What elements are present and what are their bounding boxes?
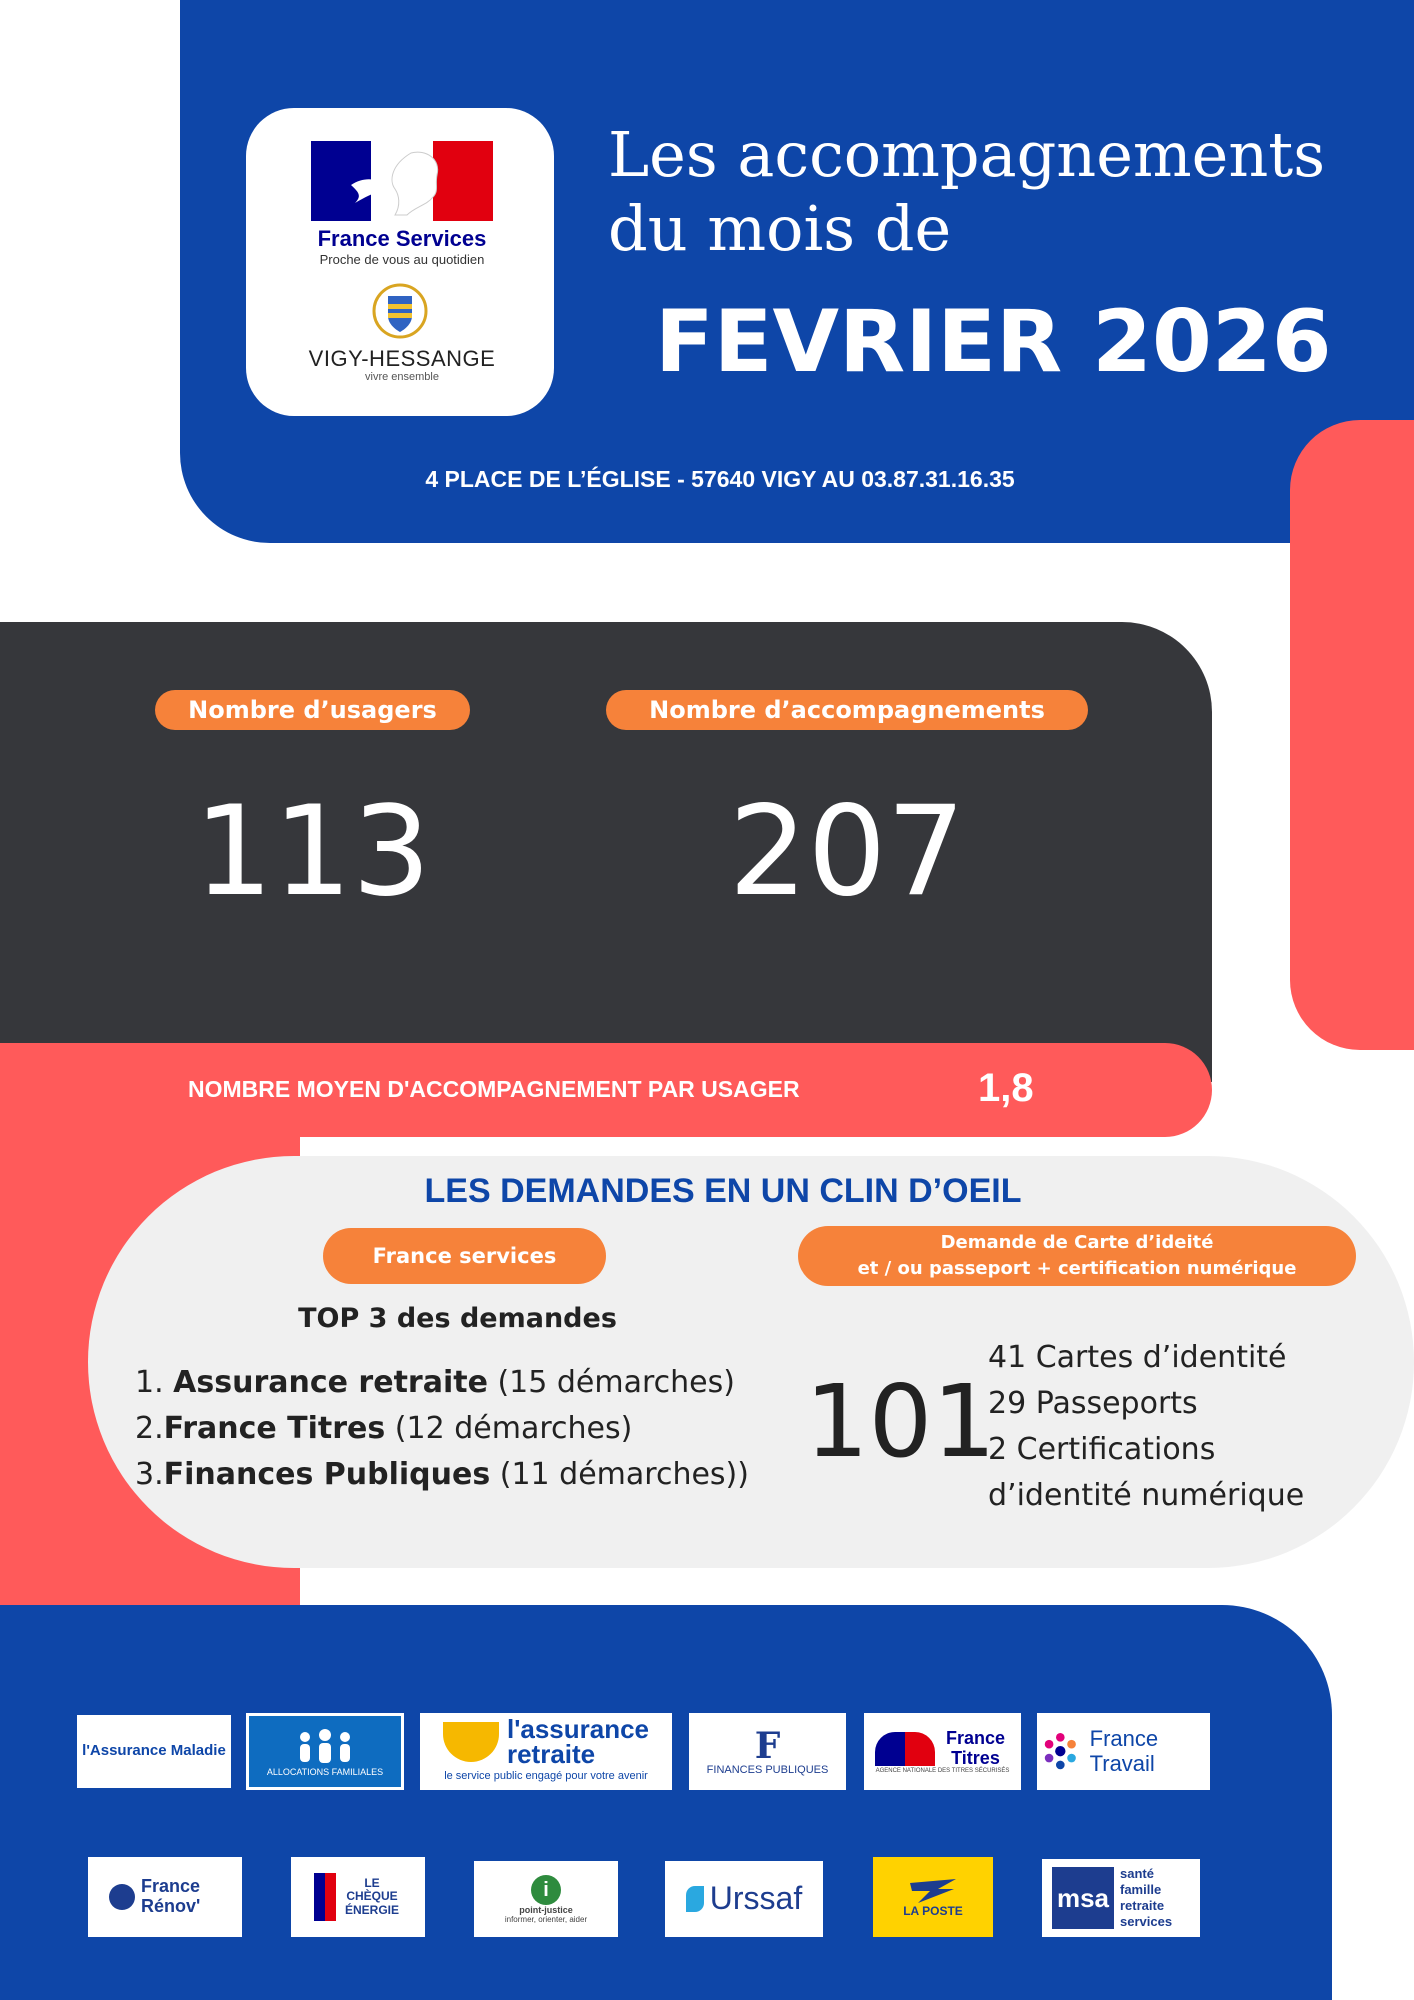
travail-icon [1037, 1725, 1084, 1779]
accompaniments-label: Nombre d’accompagnements [606, 690, 1088, 730]
org-name: France Services [317, 226, 487, 251]
marianne-logo-icon [311, 141, 493, 221]
info-icon: i [531, 1875, 561, 1905]
france-travail-logo: France Travail [1037, 1713, 1210, 1790]
id-pill-line-2: et / ou passeport + certification numérique [857, 1258, 1297, 1279]
town-tagline: vivre ensemble [365, 371, 439, 383]
urssaf-icon [686, 1886, 704, 1912]
cheque-energie-logo: LE CHÈQUE ÉNERGIE [291, 1857, 425, 1937]
finances-publiques-logo: F FINANCES PUBLIQUES [689, 1713, 846, 1790]
id-request-pill [798, 1226, 1356, 1286]
id-breakdown-line: 29 Passeports [988, 1386, 1198, 1421]
title-line-1: Les accompagnements [608, 118, 1326, 191]
id-breakdown-line: 2 Certifications [988, 1432, 1216, 1467]
id-breakdown-line: 41 Cartes d’identité [988, 1340, 1287, 1375]
titres-icon [875, 1732, 935, 1766]
id-total-value: 101 [805, 1363, 996, 1480]
msa-icon: msa [1052, 1867, 1114, 1929]
requests-title: LES DEMANDES EN UN CLIN D’OEIL [424, 1172, 1022, 1210]
dgfip-icon: F [754, 1724, 781, 1767]
users-label: Nombre d’usagers [155, 690, 470, 730]
renov-icon [109, 1884, 135, 1910]
msa-logo: msa santé famille retraite services [1042, 1859, 1200, 1937]
caf-logo: ALLOCATIONS FAMILIALES [246, 1713, 404, 1790]
france-titres-logo: France Titres AGENCE NATIONALE DES TITRES SÉCURISÉS [864, 1713, 1021, 1790]
list-item: 3.Finances Publiques (11 démarches)) [135, 1457, 749, 1492]
org-tagline: Proche de vous au quotidien [319, 252, 485, 267]
town-name: VIGY-HESSANGE [308, 346, 496, 371]
accompaniments-value: 207 [728, 780, 966, 924]
urssaf-logo: Urssaf [665, 1861, 823, 1937]
retraite-icon [443, 1722, 499, 1762]
id-pill-line-1: Demande de Carte d’ideité [940, 1232, 1214, 1253]
caf-icon [290, 1727, 360, 1767]
list-item: 2.France Titres (12 démarches) [135, 1411, 633, 1446]
users-value: 113 [194, 780, 431, 924]
assurance-retraite-logo: l'assurance retraite le service public engagé pour votre avenir [420, 1713, 672, 1790]
title-line-2: du mois de [608, 192, 952, 265]
title-month: FEVRIER 2026 [655, 292, 1332, 392]
la-poste-icon [908, 1875, 958, 1905]
partners-panel [0, 1605, 1332, 2000]
france-services-pill: France services [323, 1228, 606, 1284]
average-label: NOMBRE MOYEN D'ACCOMPAGNEMENT PAR USAGER [188, 1076, 800, 1102]
top3-title: TOP 3 des demandes [298, 1303, 617, 1334]
cheque-icon [314, 1873, 336, 1921]
la-poste-logo: LA POSTE [873, 1857, 993, 1937]
id-breakdown-line: d’identité numérique [988, 1478, 1305, 1513]
ameli-logo: l'Assurance Maladie [77, 1715, 231, 1788]
address: 4 PLACE DE L’ÉGLISE - 57640 VIGY AU 03.87.31.16.35 [425, 466, 1015, 492]
average-value: 1,8 [978, 1066, 1034, 1110]
town-crest-icon [368, 282, 432, 340]
point-justice-logo: i point-justice informer, orienter, aider [474, 1861, 618, 1937]
france-renov-logo: France Rénov' [88, 1857, 242, 1937]
list-item: 1. Assurance retraite (15 démarches) [135, 1365, 735, 1400]
